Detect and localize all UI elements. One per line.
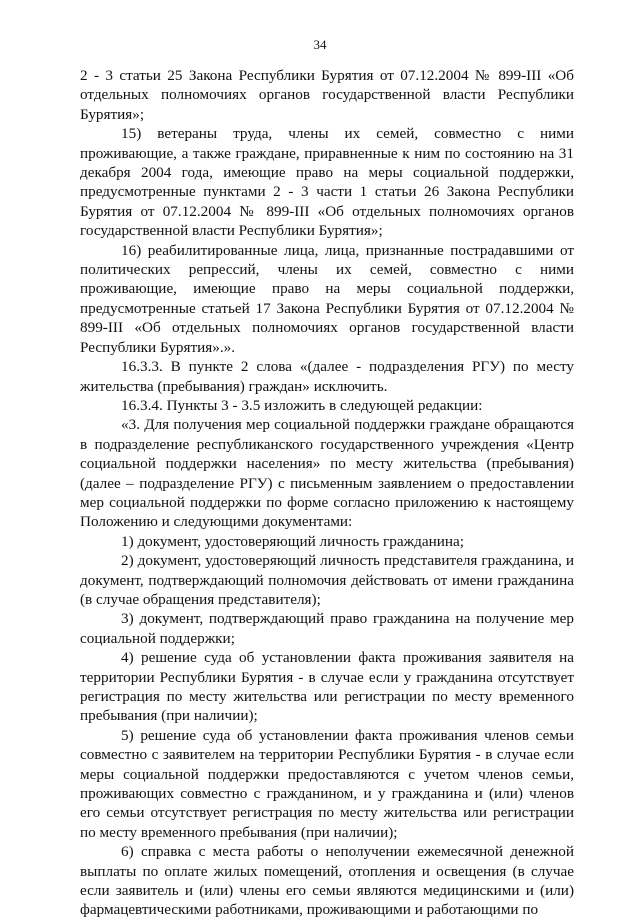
document-body bbox=[80, 66, 574, 920]
list-item-15: 15) ветераны труда, члены их семей, совместно с ними проживающие, а также граждане, приравненные к ним по состоянию на 31 декабря 2004 года, имеющие право на меры социальной поддержки, предусмотренные пунктами 2 - 3 части 1 статьи 26 Закона Республики Бурятия от 07.12.2004 № 899-III «Об отдельных полномочиях органов государственной власти Республики Бурятия»; bbox=[80, 125, 574, 240]
document-item-3: 3) документ, подтверждающий право гражданина на получение мер социальной поддержки; bbox=[80, 610, 574, 647]
document-item-2: 2) документ, удостоверяющий личность представителя гражданина, и документ, подтверждающий полномочия действовать от имени гражданина (в случае обращения представителя); bbox=[80, 552, 574, 608]
list-item-16: 16) реабилитированные лица, лица, признанные пострадавшими от политических репрессий, члены их семей, совместно с ними проживающие, имеющие право на меры социальной поддержки, предусмотренные статьей 17 Закона Республики Бурятия от 07.12.2004 № 899-III «Об отдельных полномочиях органов государственной власти Республики Бурятия».». bbox=[80, 241, 574, 356]
page-number: 34 bbox=[313, 37, 327, 52]
clause-16-3-4: 16.3.4. Пункты 3 - 3.5 изложить в следующей редакции: bbox=[121, 396, 483, 414]
paragraph-continuation: 2 - 3 статьи 25 Закона Республики Бурятия от 07.12.2004 № 899-III «Об отдельных полномочиях органов государственной власти Республики Бурятия»; bbox=[80, 67, 574, 123]
document-item-4: 4) решение суда об установлении факта проживания заявителя на территории Республики Бурятия - в случае если у гражданина отсутствует регистрация по месту жительства или регистрации по месту временного пребывания (при наличии); bbox=[80, 649, 574, 725]
document-item-6: 6) справка с места работы о неполучении ежемесячной денежной выплаты по оплате жилых помещений, отопления и освещения (в случае если заявитель и (или) члены его семьи являются медицинскими и (или) фармацевтическими работниками, проживающими и работающими по bbox=[80, 843, 574, 919]
clause-16-3-3: 16.3.3. В пункте 2 слова «(далее - подразделения РГУ) по месту жительства (пребывания) граждан» исключить. bbox=[80, 358, 574, 395]
document-item-5: 5) решение суда об установлении факта проживания членов семьи совместно с заявителем на территории Республики Бурятия - в случае если меры социальной поддержки предоставляются с учетом членов семьи, проживающих совместно с гражданином, и у гражданина и (или) членов его семьи отсутствует регистрация по месту жительства или регистрации по месту временного пребывания (при наличии); bbox=[80, 726, 574, 841]
document-item-1: 1) документ, удостоверяющий личность гражданина; bbox=[121, 532, 464, 550]
clause-3-intro: «3. Для получения мер социальной поддержки граждане обращаются в подразделение республиканского государственного учреждения «Центр социальной поддержки населения» по месту жительства (пребывания) (далее – подразделение РГУ) с письменным заявлением о предоставлении мер социальной поддержки по форме согласно приложению к настоящему Положению и следующими документами: bbox=[80, 416, 574, 531]
